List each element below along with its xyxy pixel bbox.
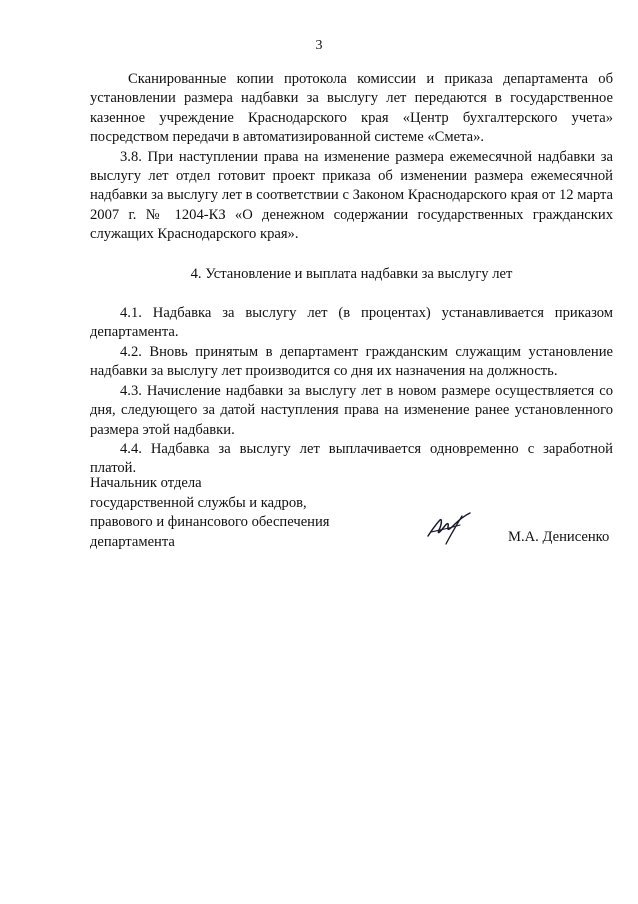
paragraph-3-8: 3.8. При наступлении права на изменение размера ежемесячной надбавки за выслугу лет отдел готовит проект приказа об изменении размера ежемесячной надбавки за выслугу лет в соответствии с Законом Краснодарского края от 12 марта 2007 г. № 1204-КЗ «О денежном содержании государственных гражданских служащих Краснодарского края». (90, 148, 613, 243)
page-number: 3 (315, 38, 323, 53)
paragraph-scanned-copies: Сканированные копии протокола комиссии и приказа департамента об установлении размера надбавки за выслугу лет передаются в государственное казенное учреждение Краснодарского края «Центр бухгалтерского учета» посредством передачи в автоматизированной системе «Смета». (90, 71, 613, 146)
handwritten-signature (426, 510, 474, 546)
signatory-title-line: правового и финансового обеспечения (90, 514, 330, 531)
signatory-title (90, 474, 330, 552)
signatory-title-line: департамента (90, 533, 175, 550)
paragraph-4-1: 4.1. Надбавка за выслугу лет (в процентах) устанавливается приказом департамента. (90, 305, 613, 341)
paragraph-4-4: 4.4. Надбавка за выслугу лет выплачивается одновременно с заработной платой. (90, 440, 613, 477)
paragraph-4-2: 4.2. Вновь принятым в департамент гражданским служащим установление надбавки за выслугу лет производится со дня их назначения на должность. (90, 343, 613, 380)
section-heading: 4. Установление и выплата надбавки за выслугу лет (190, 265, 513, 282)
signatory-name: М.А. Денисенко (508, 529, 610, 545)
signatory-title-line: Начальник отдела (90, 475, 202, 491)
paragraph-4-3: 4.3. Начисление надбавки за выслугу лет в новом размере осуществляется со дня, следующего за датой наступления права на изменение ранее установленного размера этой надбавки. (90, 382, 613, 438)
document-body (90, 70, 613, 479)
signatory-title-line: государственной службы и кадров, (90, 494, 307, 511)
